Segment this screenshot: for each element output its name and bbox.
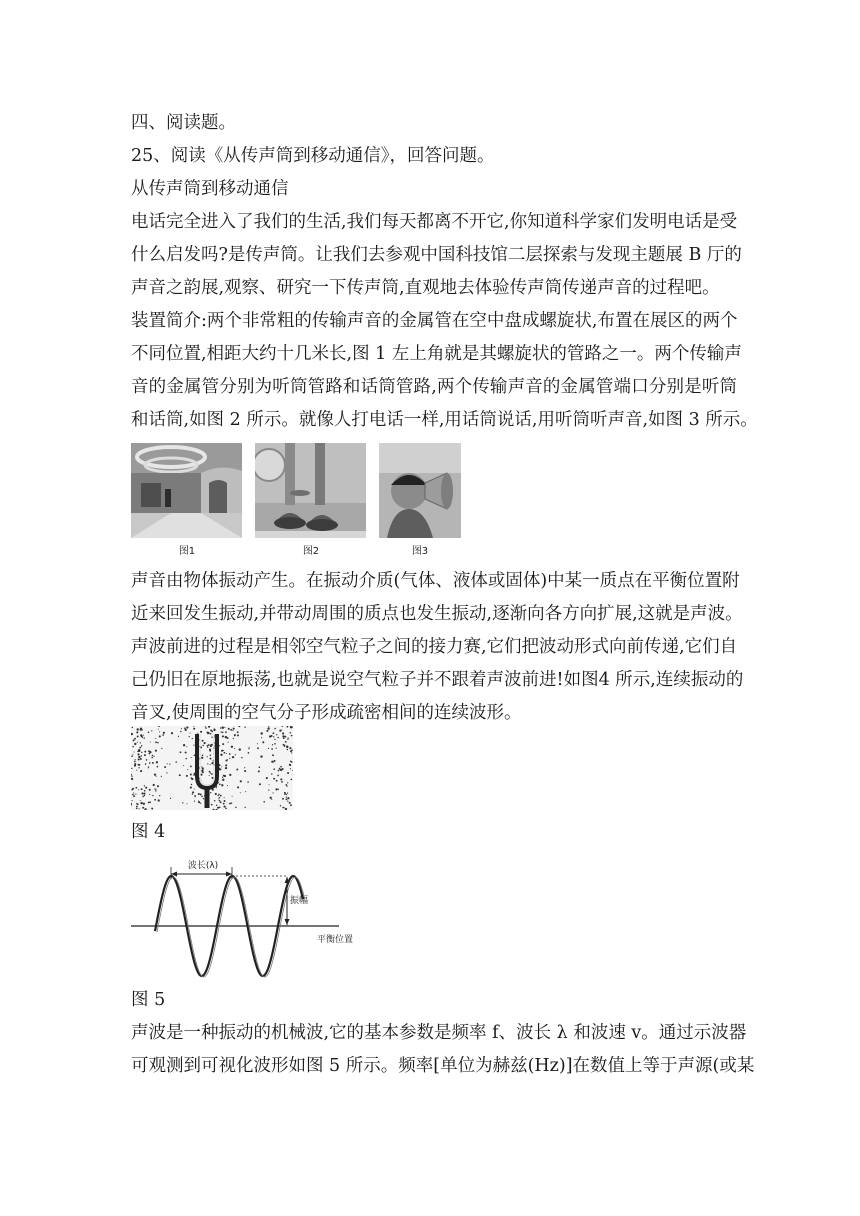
- figure-caption: 图2: [302, 546, 320, 557]
- figure-5-caption: 图 5: [131, 990, 166, 1010]
- paragraph-line: 可观测到可视化波形如图 5 所示。频率[单位为赫兹(Hz)]在数值上等于声源(或某: [131, 1056, 755, 1076]
- section-heading: 四、阅读题。: [131, 113, 236, 133]
- paragraph-line: 己仍旧在原地振荡,也就是说空气粒子并不跟着声波前进!如图4 所示,连续振动的: [131, 670, 744, 690]
- paragraph-line: 电话完全进入了我们的生活,我们每天都离不开它,你知道科学家们发明电话是受: [131, 212, 738, 232]
- paragraph-line: 音叉,使周围的空气分子形成疏密相间的连续波形。: [131, 703, 522, 723]
- photo-figures: [131, 443, 461, 558]
- paragraph-line: 声音之韵展,观察、研究一下传声筒,直观地去体验传声筒传递声音的过程吧。: [131, 278, 720, 298]
- paragraph-line: 音的金属管分别为听筒管路和话筒管路,两个传输声音的金属管端口分别是听筒: [131, 377, 737, 397]
- paragraph-line: 不同位置,相距大约十几米长,图 1 左上角就是其螺旋状的管路之一。两个传输声: [131, 344, 742, 364]
- tuning-fork-figure: [131, 726, 293, 810]
- child-listening-photo: [379, 443, 461, 538]
- receiver-tubes-photo: [255, 443, 366, 538]
- article-title: 从传声筒到移动通信: [131, 179, 289, 199]
- paragraph-line: 声波是一种振动的机械波,它的基本参数是频率 f、波长 λ 和波速 v。通过示波器: [131, 1023, 747, 1043]
- wavelength-label: 波长(λ): [187, 861, 219, 871]
- paragraph-line: 装置简介:两个非常粗的传输声音的金属管在空中盘成螺旋状,布置在展区的两个: [131, 311, 738, 331]
- question-text: 25、阅读《从传声筒到移动通信》，回答问题。: [131, 146, 495, 166]
- paragraph-line: 和话筒,如图 2 所示。就像人打电话一样,用话筒说话,用听筒听声音,如图 3 所示。: [131, 410, 758, 430]
- figure-caption: 图1: [178, 546, 196, 557]
- amplitude-label: 振幅: [290, 896, 309, 906]
- exhibit-hall-photo: [131, 443, 242, 538]
- equilibrium-label: 平衡位置: [317, 935, 354, 945]
- paragraph-line: 近来回发生振动,并带动周围的质点也发生振动,逐渐向各方向扩展,这就是声波。: [131, 604, 743, 624]
- paragraph-line: 声音由物体振动产生。在振动介质(气体、液体或固体)中某一质点在平衡位置附: [131, 571, 740, 591]
- figure-caption: 图3: [411, 546, 429, 557]
- figure-4-caption: 图 4: [131, 822, 166, 842]
- paragraph-line: 声波前进的过程是相邻空气粒子之间的接力赛,它们把波动形式向前传递,它们自: [131, 637, 738, 657]
- paragraph-line: 什么启发吗?是传声筒。让我们去参观中国科技馆二层探索与发现主题展 B 厅的: [131, 245, 742, 265]
- waveform-figure: [131, 853, 391, 980]
